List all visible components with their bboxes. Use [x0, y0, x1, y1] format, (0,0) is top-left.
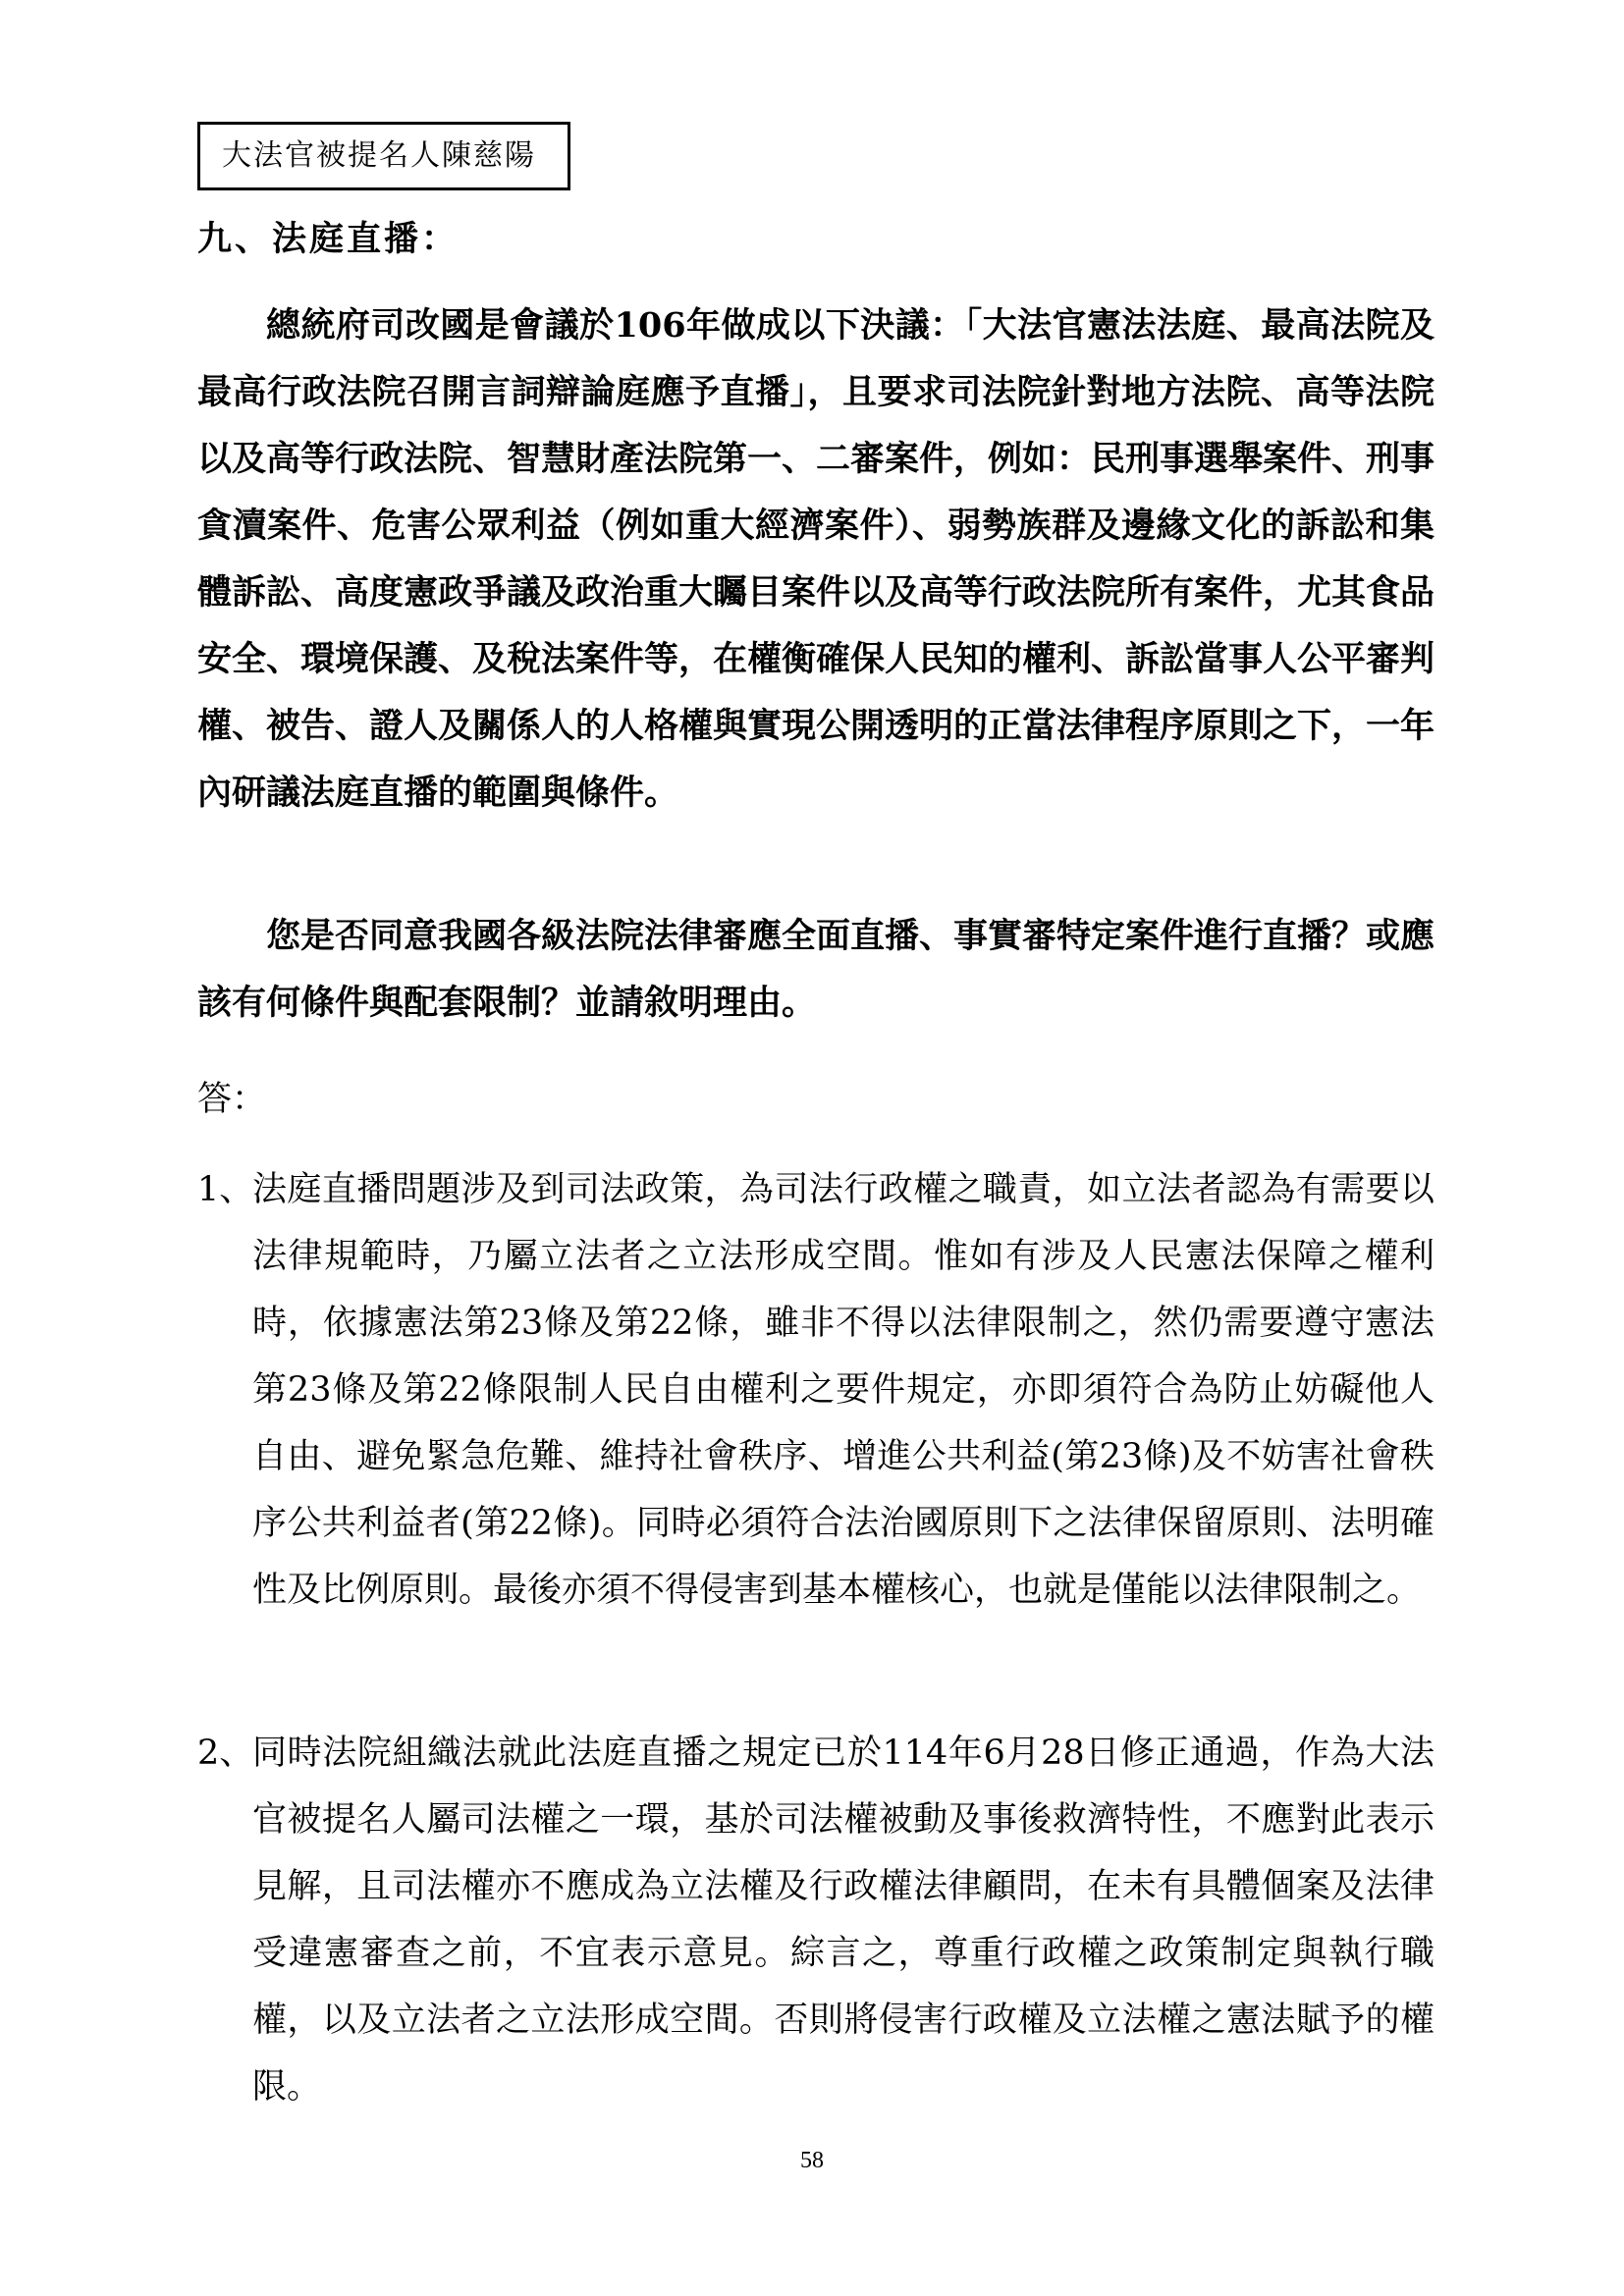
answer-label: 答： [197, 1080, 267, 1119]
answer-item-2 [197, 1720, 1435, 2132]
section-title: 九、法庭直播： [197, 219, 460, 259]
question-background: 總統府司改國是會議於106年做成以下決議：「大法官憲法法庭、最高法院及最高行政法院召開言詞辯論庭應予直播」，且要求司法院針對地方法院、高等法院以及高等行政法院、智慧財產法院第一、二審案件，例如：民刑事選舉案件、刑事貪瀆案件、危害公眾利益（例如重大經濟案件）、弱勢族群及邊緣文化的訴訟和集體訴訟、高度憲政爭議及政治重大矚目案件以及高等行政法院所有案件，尤其食品安全、環境保護、及稅法案件等，在權衡確保人民知的權利、訴訟當事人公平審判權、被告、證人及關係人的人格權與實現公開透明的正當法律程序原則之下，一年內研議法庭直播的範圍與條件。 [197, 305, 1435, 813]
answer-item-text: 同時法院組織法就此法庭直播之規定已於114年6月28日修正通過，作為大法官被提名人屬司法權之一環，基於司法權被動及事後救濟特性，不應對此表示見解，且司法權亦不應成為立法權及行政權法律顧問，在未有具體個案及法律受違憲審查之前，不宜表示意見。綜言之，尊重行政權之政策制定與執行職權，以及立法者之立法形成空間。否則將侵害行政權及立法權之憲法賦予的權限。 [252, 1734, 1435, 2107]
question-prompt: 您是否同意我國各級法院法律審應全面直播、事實審特定案件進行直播？或應該有何條件與配套限制？並請敘明理由。 [197, 916, 1435, 1023]
answer-item-number: 2、 [197, 1734, 254, 1773]
nominee-label-box [197, 122, 570, 190]
answer-item-1 [197, 1156, 1435, 1702]
answer-item-text: 法庭直播問題涉及到司法政策，為司法行政權之職責，如立法者認為有需要以法律規範時，乃屬立法者之立法形成空間。惟如有涉及人民憲法保障之權利時，依據憲法第23條及第22條，雖非不得以法律限制之，然仍需要遵守憲法第23條及第22條限制人民自由權利之要件規定，亦即須符合為防止妨礙他人自由、避免緊急危難、維持社會秩序、增進公共利益(第23條)及不妨害社會秩序公共利益者(第22條)。同時必須符合法治國原則下之法律保留原則、法明確性及比例原則。最後亦須不得侵害到基本權核心，也就是僅能以法律限制之。 [252, 1170, 1435, 1610]
page-number: 58 [800, 2148, 824, 2173]
nominee-label: 大法官被提名人陳慈陽 [222, 138, 536, 173]
answer-item-number: 1、 [197, 1170, 254, 1209]
